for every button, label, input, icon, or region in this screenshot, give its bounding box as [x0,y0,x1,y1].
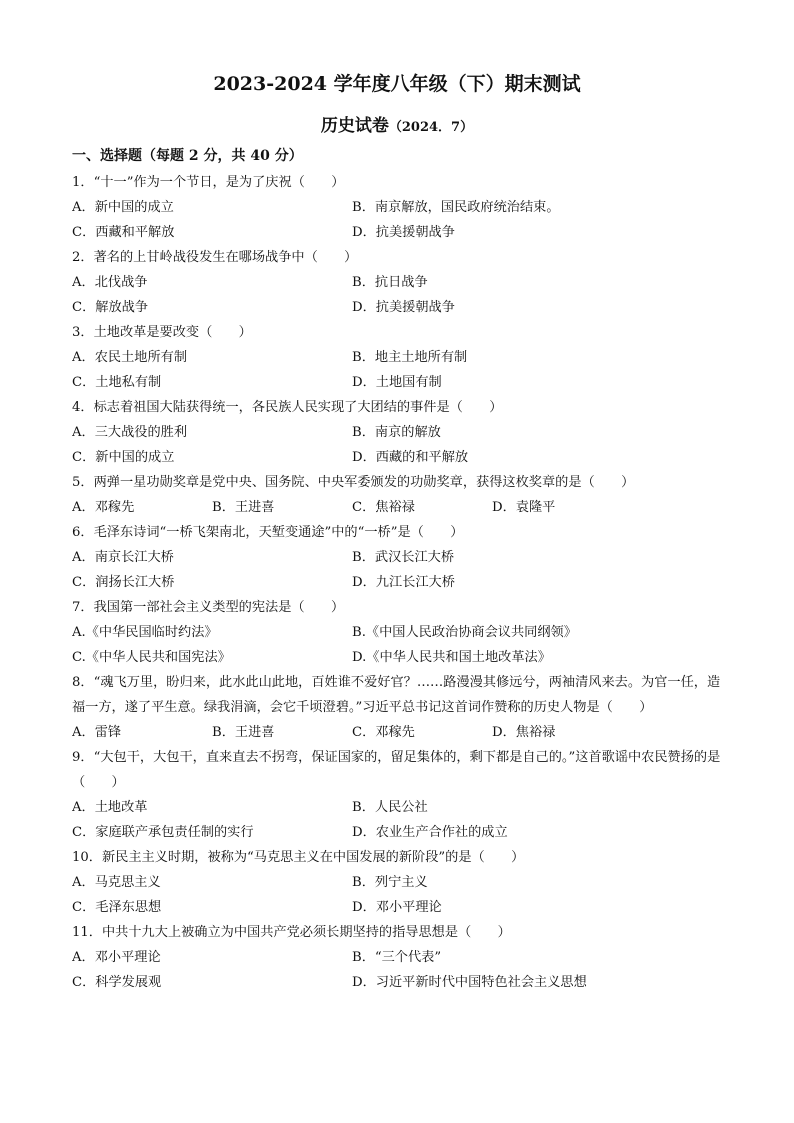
option-b: B．武汉长江大桥 [352,550,455,565]
option-b: B．南京解放，国民政府统治结束。 [352,200,560,215]
option-d: D．焦裕禄 [492,725,556,740]
question-6 [72,520,722,595]
question-stem: 9．“大包干，大包干，直来直去不拐弯，保证国家的，留足集体的，剩下都是自己的。”这首歌谣中农民赞扬的是（ ） [72,750,721,790]
option-b: B．王进喜 [212,725,275,740]
option-d: D．农业生产合作社的成立 [352,825,508,840]
option-d: D．习近平新时代中国特色社会主义思想 [352,975,587,990]
option-b: B．人民公社 [352,800,428,815]
question-5 [72,470,722,520]
question-stem: 1．“十一”作为一个节日，是为了庆祝（ ） [72,175,345,190]
option-c: C．解放战争 [72,300,149,315]
question-stem: 11．中共十九大上被确立为中国共产党必须长期坚持的指导思想是（ ） [72,925,511,940]
option-a: A．马克思主义 [72,875,161,890]
option-c: C．西藏和平解放 [72,225,175,240]
question-3 [72,320,722,395]
question-11 [72,920,722,995]
question-4 [72,395,722,470]
option-d: D．袁隆平 [492,500,556,515]
question-7 [72,595,722,670]
question-stem: 5．两弹一星功勋奖章是党中央、国务院、中央军委颁发的功勋奖章，获得这枚奖章的是（ ） [72,475,635,490]
question-8 [72,670,722,745]
question-stem: 4．标志着祖国大陆获得统一，各民族人民实现了大团结的事件是（ ） [72,400,503,415]
subject-title: 历史试卷 [320,116,389,136]
option-d: D.《中华人民共和国土地改革法》 [352,650,551,665]
option-a: A．南京长江大桥 [72,550,174,565]
option-a: A．农民土地所有制 [72,350,188,365]
option-a: A．三大战役的胜利 [72,425,188,440]
question-stem: 7．我国第一部社会主义类型的宪法是（ ） [72,600,345,615]
question-stem: 2．著名的上甘岭战役发生在哪场战争中（ ） [72,250,358,265]
option-d: D．抗美援朝战争 [352,225,455,240]
option-a: A．邓小平理论 [72,950,161,965]
option-a: A．雷锋 [72,725,122,740]
option-b: B.《中国人民政治协商会议共同纲领》 [352,625,577,640]
option-b: B．南京的解放 [352,425,441,440]
option-d: D．西藏的和平解放 [352,450,469,465]
question-stem: 6．毛泽东诗词“一桥飞架南北，天堑变通途”中的“一桥”是（ ） [72,525,464,540]
option-d: D．土地国有制 [352,375,442,390]
option-a: A.《中华民国临时约法》 [72,625,218,640]
question-10 [72,845,722,920]
option-c: C．科学发展观 [72,975,162,990]
option-d: D．九江长江大桥 [352,575,455,590]
option-c: C．土地私有制 [72,375,162,390]
option-a: A．土地改革 [72,800,148,815]
exam-date: （2024．7） [388,120,474,135]
option-c: C．毛泽东思想 [72,900,162,915]
question-stem: 8．“魂飞万里，盼归来，此水此山此地，百姓谁不爱好官？……路漫漫其修远兮，两袖清风来去。为官一任，造福一方，遂了平生意。绿我涓滴，会它千顷澄碧。”习近平总书记这首词作赞称的历史人物是（ ） [72,675,721,715]
question-1 [72,170,722,245]
option-c: C.《中华人民共和国宪法》 [72,650,231,665]
section-heading: 一、选择题（每题 2 分，共 40 分） [72,148,303,164]
option-d: D．邓小平理论 [352,900,442,915]
option-a: A．邓稼先 [72,500,135,515]
exam-subtitle [0,113,794,141]
option-d: D．抗美援朝战争 [352,300,455,315]
option-c: C．新中国的成立 [72,450,175,465]
question-stem: 3．土地改革是要改变（ ） [72,325,252,340]
option-b: B．抗日战争 [352,275,428,290]
option-b: B．“三个代表” [352,950,442,965]
question-stem: 10．新民主主义时期，被称为“马克思主义在中国发展的新阶段”的是（ ） [72,850,525,865]
question-list [72,170,722,995]
option-b: B．王进喜 [212,500,275,515]
option-c: C．焦裕禄 [352,500,415,515]
option-c: C．邓稼先 [352,725,415,740]
option-a: A．北伐战争 [72,275,148,290]
option-c: C．家庭联产承包责任制的实行 [72,825,254,840]
option-b: B．地主土地所有制 [352,350,468,365]
exam-title: 2023-2024 学年度八年级（下）期末测试 [213,73,581,95]
option-a: A．新中国的成立 [72,200,174,215]
option-b: B．列宁主义 [352,875,428,890]
question-9 [72,745,722,845]
question-2 [72,245,722,320]
option-c: C．润扬长江大桥 [72,575,175,590]
